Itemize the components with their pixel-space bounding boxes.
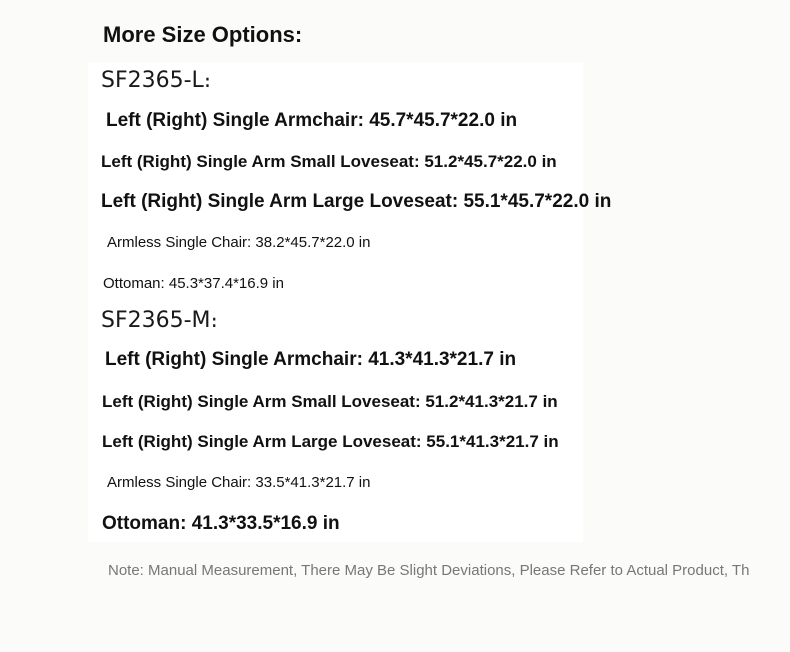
size-options-heading: More Size Options: xyxy=(103,22,303,47)
size-item-m-ottoman: Ottoman: 41.3*33.5*16.9 in xyxy=(102,513,340,534)
size-item-m-large-loveseat: Left (Right) Single Arm Large Loveseat: 55.1*41.3*21.7 in xyxy=(102,432,559,451)
size-item-l-small-loveseat: Left (Right) Single Arm Small Loveseat: 51.2*45.7*22.0 in xyxy=(101,152,557,171)
size-item-l-armchair: Left (Right) Single Armchair: 45.7*45.7*22.0 in xyxy=(106,110,518,131)
size-options-panel xyxy=(88,62,583,542)
measurement-note: Note: Manual Measurement, There May Be Slight Deviations, Please Refer to Actual Product, Th xyxy=(108,562,750,579)
size-item-l-armless-chair: Armless Single Chair: 38.2*45.7*22.0 in xyxy=(107,234,371,251)
model-label-m: SF2365-M։ xyxy=(101,308,218,333)
size-item-m-small-loveseat: Left (Right) Single Arm Small Loveseat: 51.2*41.3*21.7 in xyxy=(102,392,558,411)
size-item-m-armless-chair: Armless Single Chair: 33.5*41.3*21.7 in xyxy=(107,474,371,491)
size-item-m-armchair: Left (Right) Single Armchair: 41.3*41.3*21.7 in xyxy=(105,349,517,370)
model-label-l: SF2365-L։ xyxy=(101,68,212,93)
size-item-l-large-loveseat: Left (Right) Single Arm Large Loveseat: 55.1*45.7*22.0 in xyxy=(101,191,612,212)
size-item-l-ottoman: Ottoman: 45.3*37.4*16.9 in xyxy=(103,275,284,292)
